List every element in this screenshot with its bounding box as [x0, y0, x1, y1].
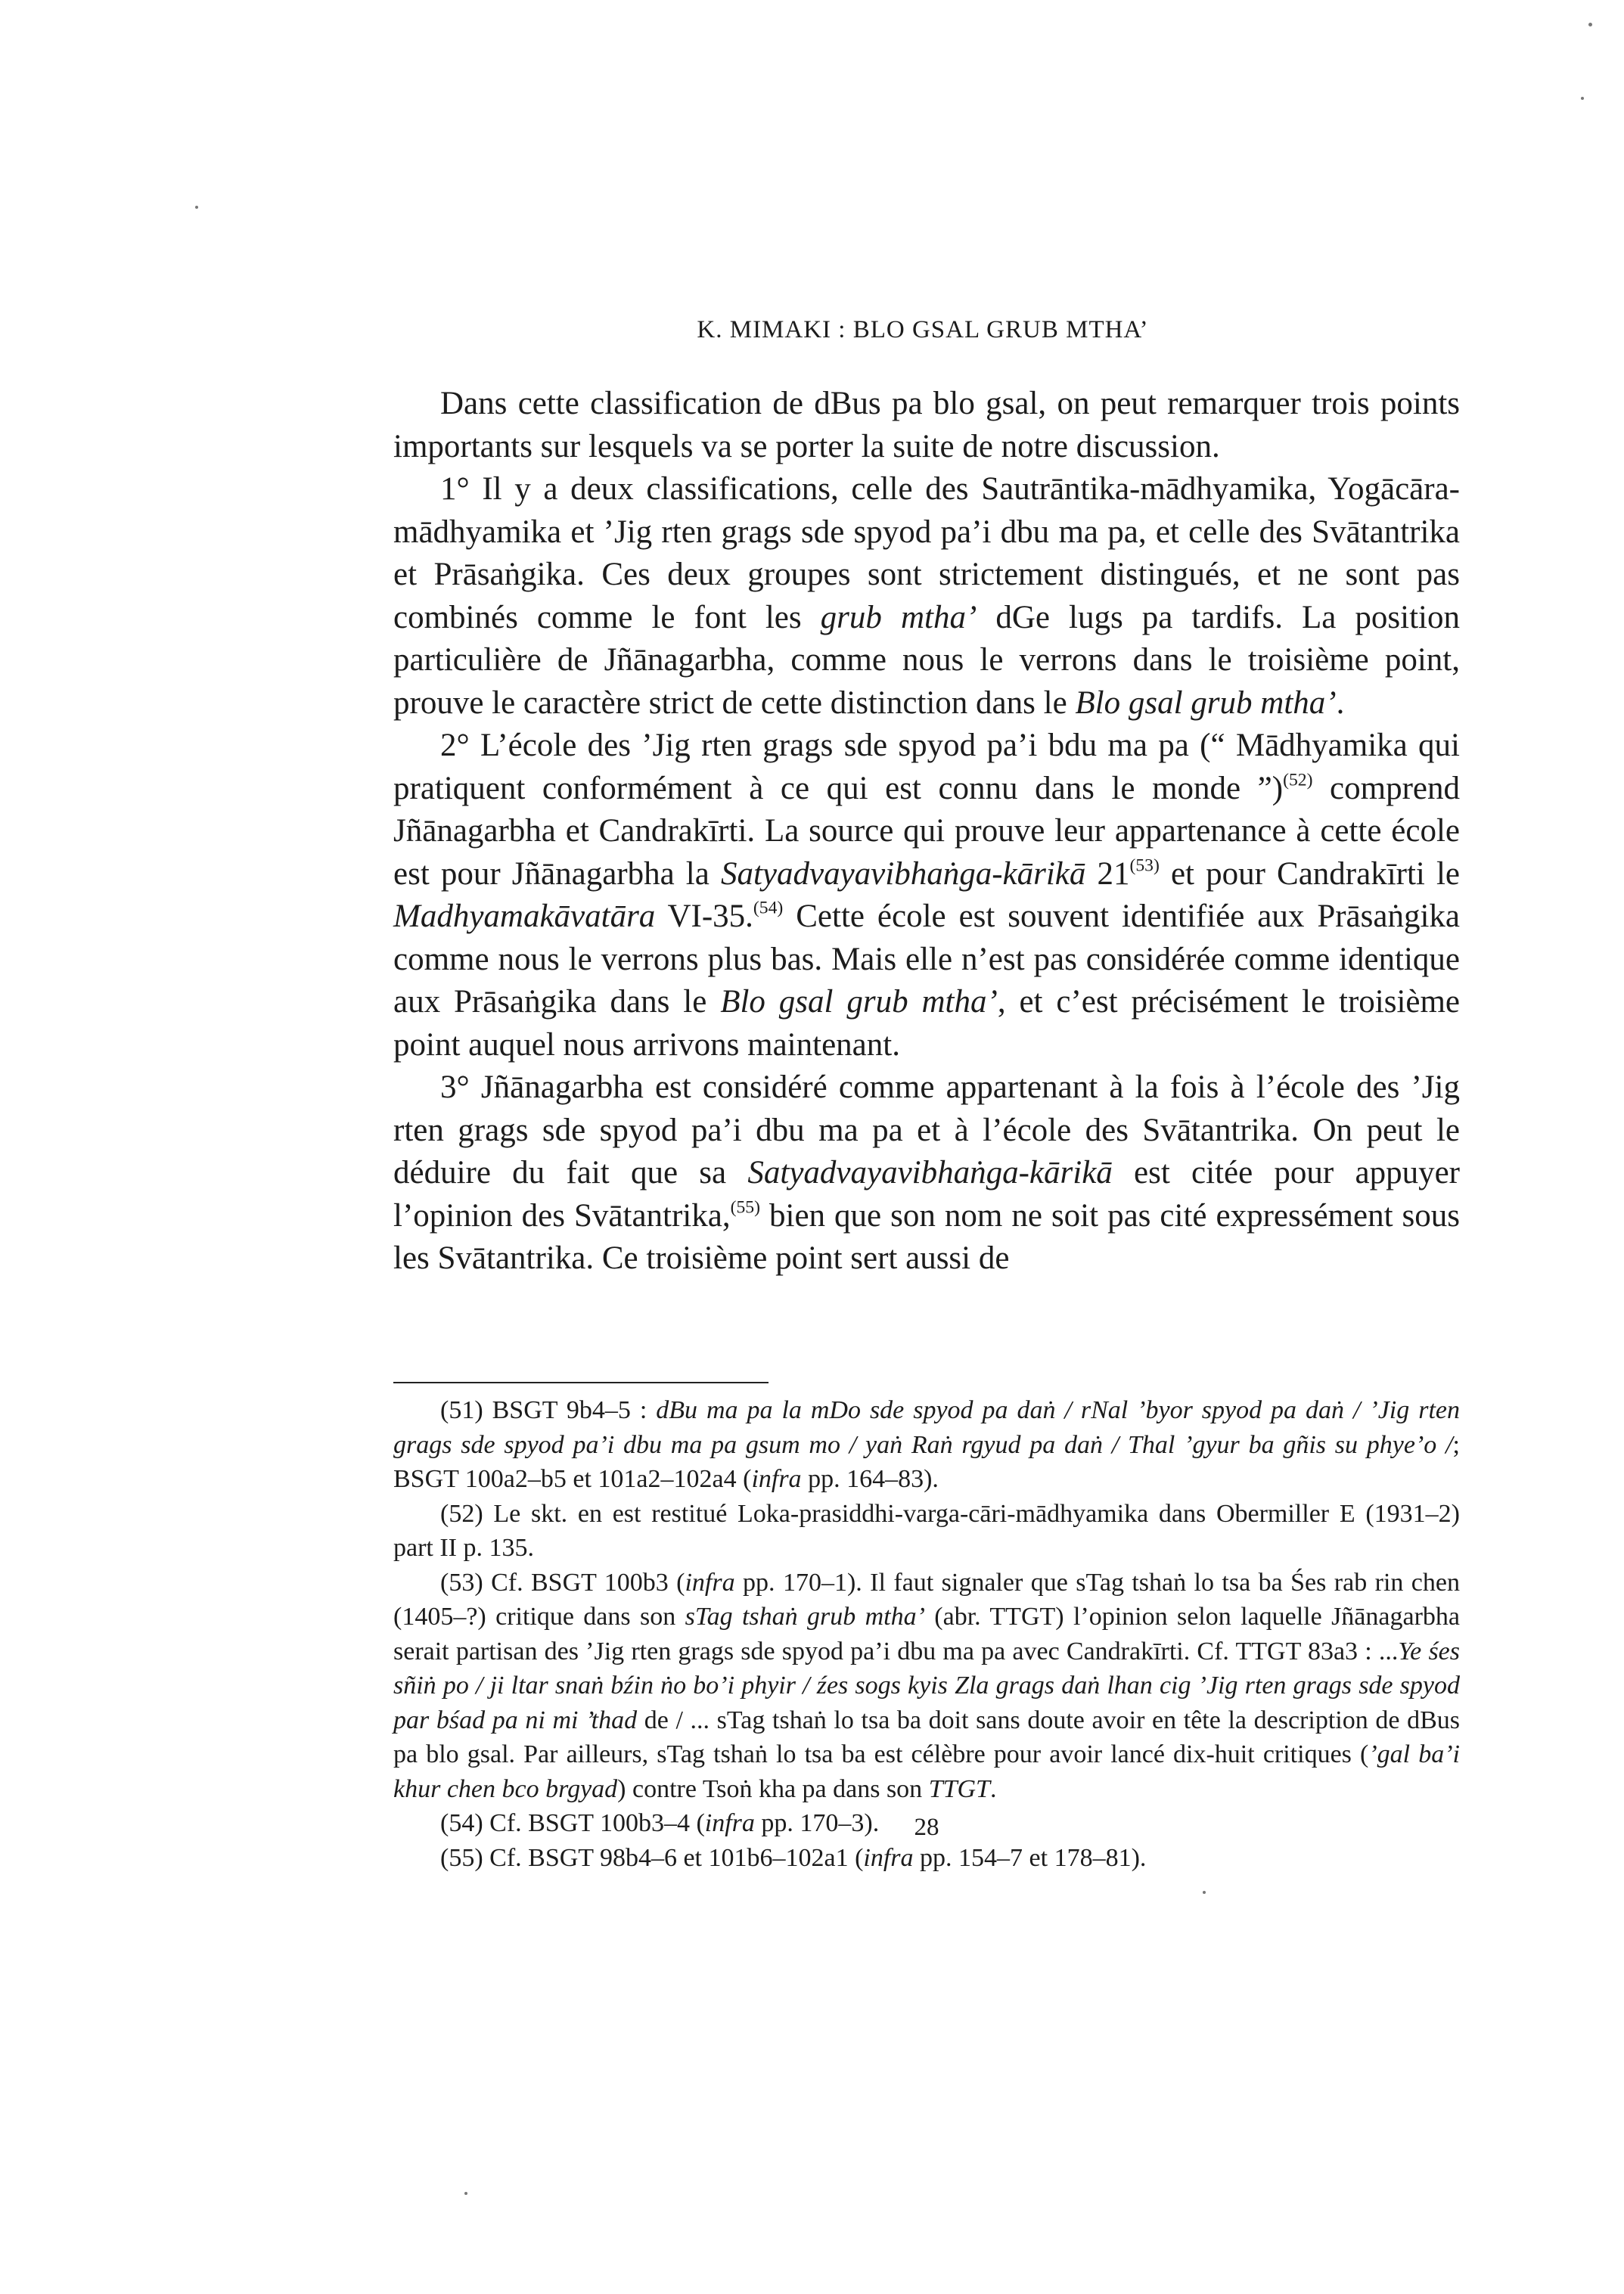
footnote-55: (55) Cf. BSGT 98b4–6 et 101b6–102a1 (infra pp. 154–7 et 178–81).	[440, 1843, 1147, 1872]
running-head: K. MIMAKI : BLO GSAL GRUB MTHA’	[697, 316, 1149, 343]
footnote-51: (51) BSGT 9b4–5 : dBu ma pa la mDo sde spyod pa daṅ / rNal ’byor spyod pa daṅ / ’Jig rten grags sde spyod pa’i dbu ma pa gsum mo / yaṅ Raṅ rgyud pa daṅ / Thal ’gyur ba gñis su phye’o /; BSGT 100a2–b5 et 101a2–102a4 (infra pp. 164–83).	[393, 1396, 1460, 1493]
page-number: 28	[914, 1814, 939, 1841]
footnote-ref-53[interactable]: (53)	[1129, 855, 1160, 875]
main-text	[393, 383, 1460, 1280]
footnote-53: (53) Cf. BSGT 100b3 (infra pp. 170–1). Il faut signaler que sTag tshaṅ lo tsa ba Śes rab rin chen (1405–?) critique dans son sTag tshaṅ grub mtha’ (abr. TTGT) l’opinion selon laquelle Jñānagarbha serait partisan des ’Jig rten grags sde spyod pa’i dbu ma pa avec Candrakīrti. Cf. TTGT 83a3 : ...Ye śes sñiṅ po / ji ltar snaṅ bźin ṅo bo’i phyir / źes sogs kyis Zla grags daṅ lhan cig ’Jig rten grags sde spyod par bśad pa ni mi ’thad de / ... sTag tshaṅ lo tsa ba doit sans doute avoir en tête la description de dBus pa blo gsal. Par ailleurs, sTag tshaṅ lo tsa ba est célèbre pour avoir lancé dix-huit critiques (’gal ba’i khur chen bco brgyad) contre Tsoṅ kha pa dans son TTGT.	[393, 1568, 1461, 1803]
footnote-52: (52) Le skt. en est restitué Loka-prasiddhi-varga-cāri-mādhyamika dans Obermiller E (1931–2) part II p. 135.	[393, 1499, 1460, 1562]
footnote-54: (54) Cf. BSGT 100b3–4 (infra pp. 170–3).	[440, 1809, 880, 1837]
scan-speck	[1203, 1891, 1206, 1894]
paragraph-point-1: 1° Il y a deux classifications, celle des Sautrāntika-mādhyamika, Yogācāra-mādhyamika et ’Jig rten grags sde spyod pa’i dbu ma pa, et celle des Svātantrika et Prāsaṅgika. Ces deux groupes sont strictement distingués, et ne sont pas combinés comme le font les grub mtha’ dGe lugs pa tardifs. La position particulière de Jñānagarbha, comme nous le verrons dans le troisième point, prouve le caractère strict de cette distinction dans le Blo gsal grub mtha’.	[393, 471, 1460, 721]
paragraph-point-3: 3° Jñānagarbha est considéré comme appartenant à la fois à l’école des ’Jig rten grags sde spyod pa’i dbu ma pa et à l’école des Svātantrika. On peut le déduire du fait que sa Satyadvayavibhaṅga-kārikā est citée pour appuyer l’opinion des Svātantrika,$^{(55)}$ bien que son nom ne soit pas cité expressément sous les Svātantrika. Ce troisième point sert aussi de	[393, 1069, 1460, 1276]
footnote-ref-55[interactable]: (55)	[730, 1197, 760, 1217]
scan-speck	[464, 2192, 467, 2195]
paragraph-point-2: 2° L’école des ’Jig rten grags sde spyod pa’i bdu ma pa (“ Mādhyamika qui pratiquent conformément à ce qui est connu dans le monde ”)$^{(52)}$ comprend Jñānagarbha et Candrakīrti. La source qui prouve leur appartenance à cette école est pour Jñānagarbha la Satyadvayavibhaṅga-kārikā 21$^{(53)}$ et pour Candrakīrti le Madhyamakāvatāra VI-35.$^{(54)}$ Cette école est souvent identifiée aux Prāsaṅgika comme nous le verrons plus bas. Mais elle n’est pas considérée comme identique aux Prāsaṅgika dans le Blo gsal grub mtha’, et c’est précisément le troisième point auquel nous arrivons maintenant.	[393, 728, 1461, 1063]
footnote-ref-52[interactable]: (52)	[1283, 769, 1313, 790]
paragraph-intro: Dans cette classification de dBus pa blo gsal, on peut remarquer trois points importants sur lesquels va se porter la suite de notre discussion.	[393, 386, 1460, 464]
scan-speck	[1588, 23, 1592, 26]
footnotes	[393, 1393, 1460, 1875]
footnote-ref-54[interactable]: (54)	[753, 898, 784, 918]
scan-speck	[1581, 97, 1584, 100]
scan-speck	[195, 206, 198, 209]
footnote-divider	[393, 1382, 769, 1383]
